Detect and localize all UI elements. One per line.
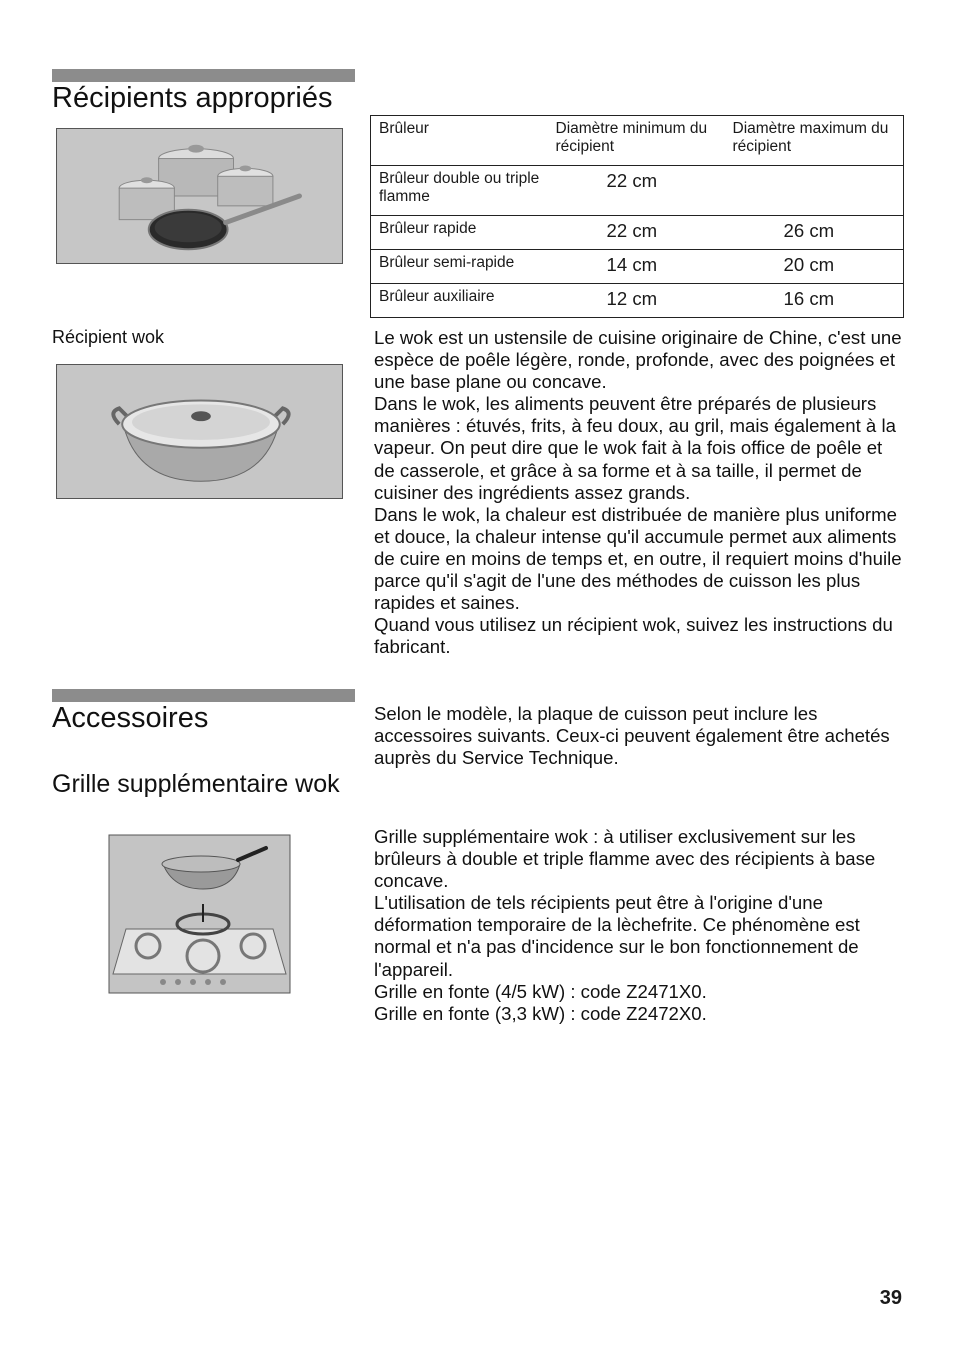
table-header: Diamètre maximum du récipient [725, 116, 904, 166]
table-cell: Brûleur auxiliaire [371, 284, 548, 318]
wok-grid-description [374, 826, 904, 1025]
paragraph: Grille en fonte (4/5 kW) : code Z2471X0. [374, 980, 707, 1002]
table-cell: Brûleur double ou triple flamme [371, 166, 548, 216]
wok-grid-image [108, 834, 291, 994]
paragraph: Dans le wok, les aliments peuvent être préparés de plusieurs manières : étuvés, frits, à feu doux, au gril, mais également à la vapeur. On peut dire que le wok fait à la fois office de poêle et de casserole, et grâce à sa forme et à sa taille, il permet de cuisiner des ingrédients assez grands. [374, 393, 896, 503]
paragraph: Grille supplémentaire wok : à utiliser exclusivement sur les brûleurs à double et triple flamme avec des récipients à base concave. [374, 826, 876, 892]
table-cell: 14 cm [548, 250, 725, 284]
section-title-accessories: Accessoires [52, 702, 209, 734]
section-title-recipients: Récipients appropriés [52, 82, 333, 114]
table-cell: 16 cm [725, 284, 904, 318]
cookware-image [56, 128, 343, 264]
table-cell [725, 166, 904, 216]
table-header: Brûleur [371, 116, 548, 166]
table-cell: 22 cm [548, 216, 725, 250]
table-cell: Brûleur rapide [371, 216, 548, 250]
table-header: Diamètre minimum du récipient [548, 116, 725, 166]
wok-caption: Récipient wok [52, 327, 165, 347]
accessories-intro: Selon le modèle, la plaque de cuisson peut inclure les accessoires suivants. Ceux-ci peuvent également être achetés auprès du Service Technique. [374, 703, 890, 769]
paragraph: Le wok est un ustensile de cuisine originaire de Chine, c'est une espèce de poêle légère, ronde, profonde, avec des poignées et une base plane ou concave. [374, 327, 902, 393]
subsection-title-wok-grid: Grille supplémentaire wok [52, 770, 340, 798]
table-cell: 20 cm [725, 250, 904, 284]
wok-description [374, 327, 904, 658]
table-row [371, 250, 904, 284]
table-row [371, 166, 904, 216]
burner-diameter-table [370, 115, 904, 318]
table-row [371, 216, 904, 250]
table-cell: 12 cm [548, 284, 725, 318]
paragraph: Grille en fonte (3,3 kW) : code Z2472X0. [374, 1002, 707, 1024]
wok-image [56, 364, 343, 499]
table-cell: 26 cm [725, 216, 904, 250]
table-row [371, 284, 904, 318]
page-number: 39 [879, 1287, 902, 1309]
paragraph: Quand vous utilisez un récipient wok, suivez les instructions du fabricant. [374, 614, 893, 658]
paragraph: L'utilisation de tels récipients peut être à l'origine d'une déformation temporaire de la lèchefrite. Ce phénomène est normal et n'a pas d'incidence sur le bon fonctionnement de l'appareil. [374, 892, 860, 980]
table-cell: Brûleur semi-rapide [371, 250, 548, 284]
table-cell: 22 cm [548, 166, 725, 216]
section-rule [52, 69, 355, 82]
table-header-row [371, 116, 904, 166]
section-rule [52, 689, 355, 702]
paragraph: Dans le wok, la chaleur est distribuée de manière plus uniforme et douce, la chaleur intense qu'il accumule permet aux aliments de cuire en moins de temps et, en outre, il requiert moins d'huile parce qu'il s'agit de l'une des méthodes de cuisson les plus rapides et saines. [374, 503, 902, 614]
